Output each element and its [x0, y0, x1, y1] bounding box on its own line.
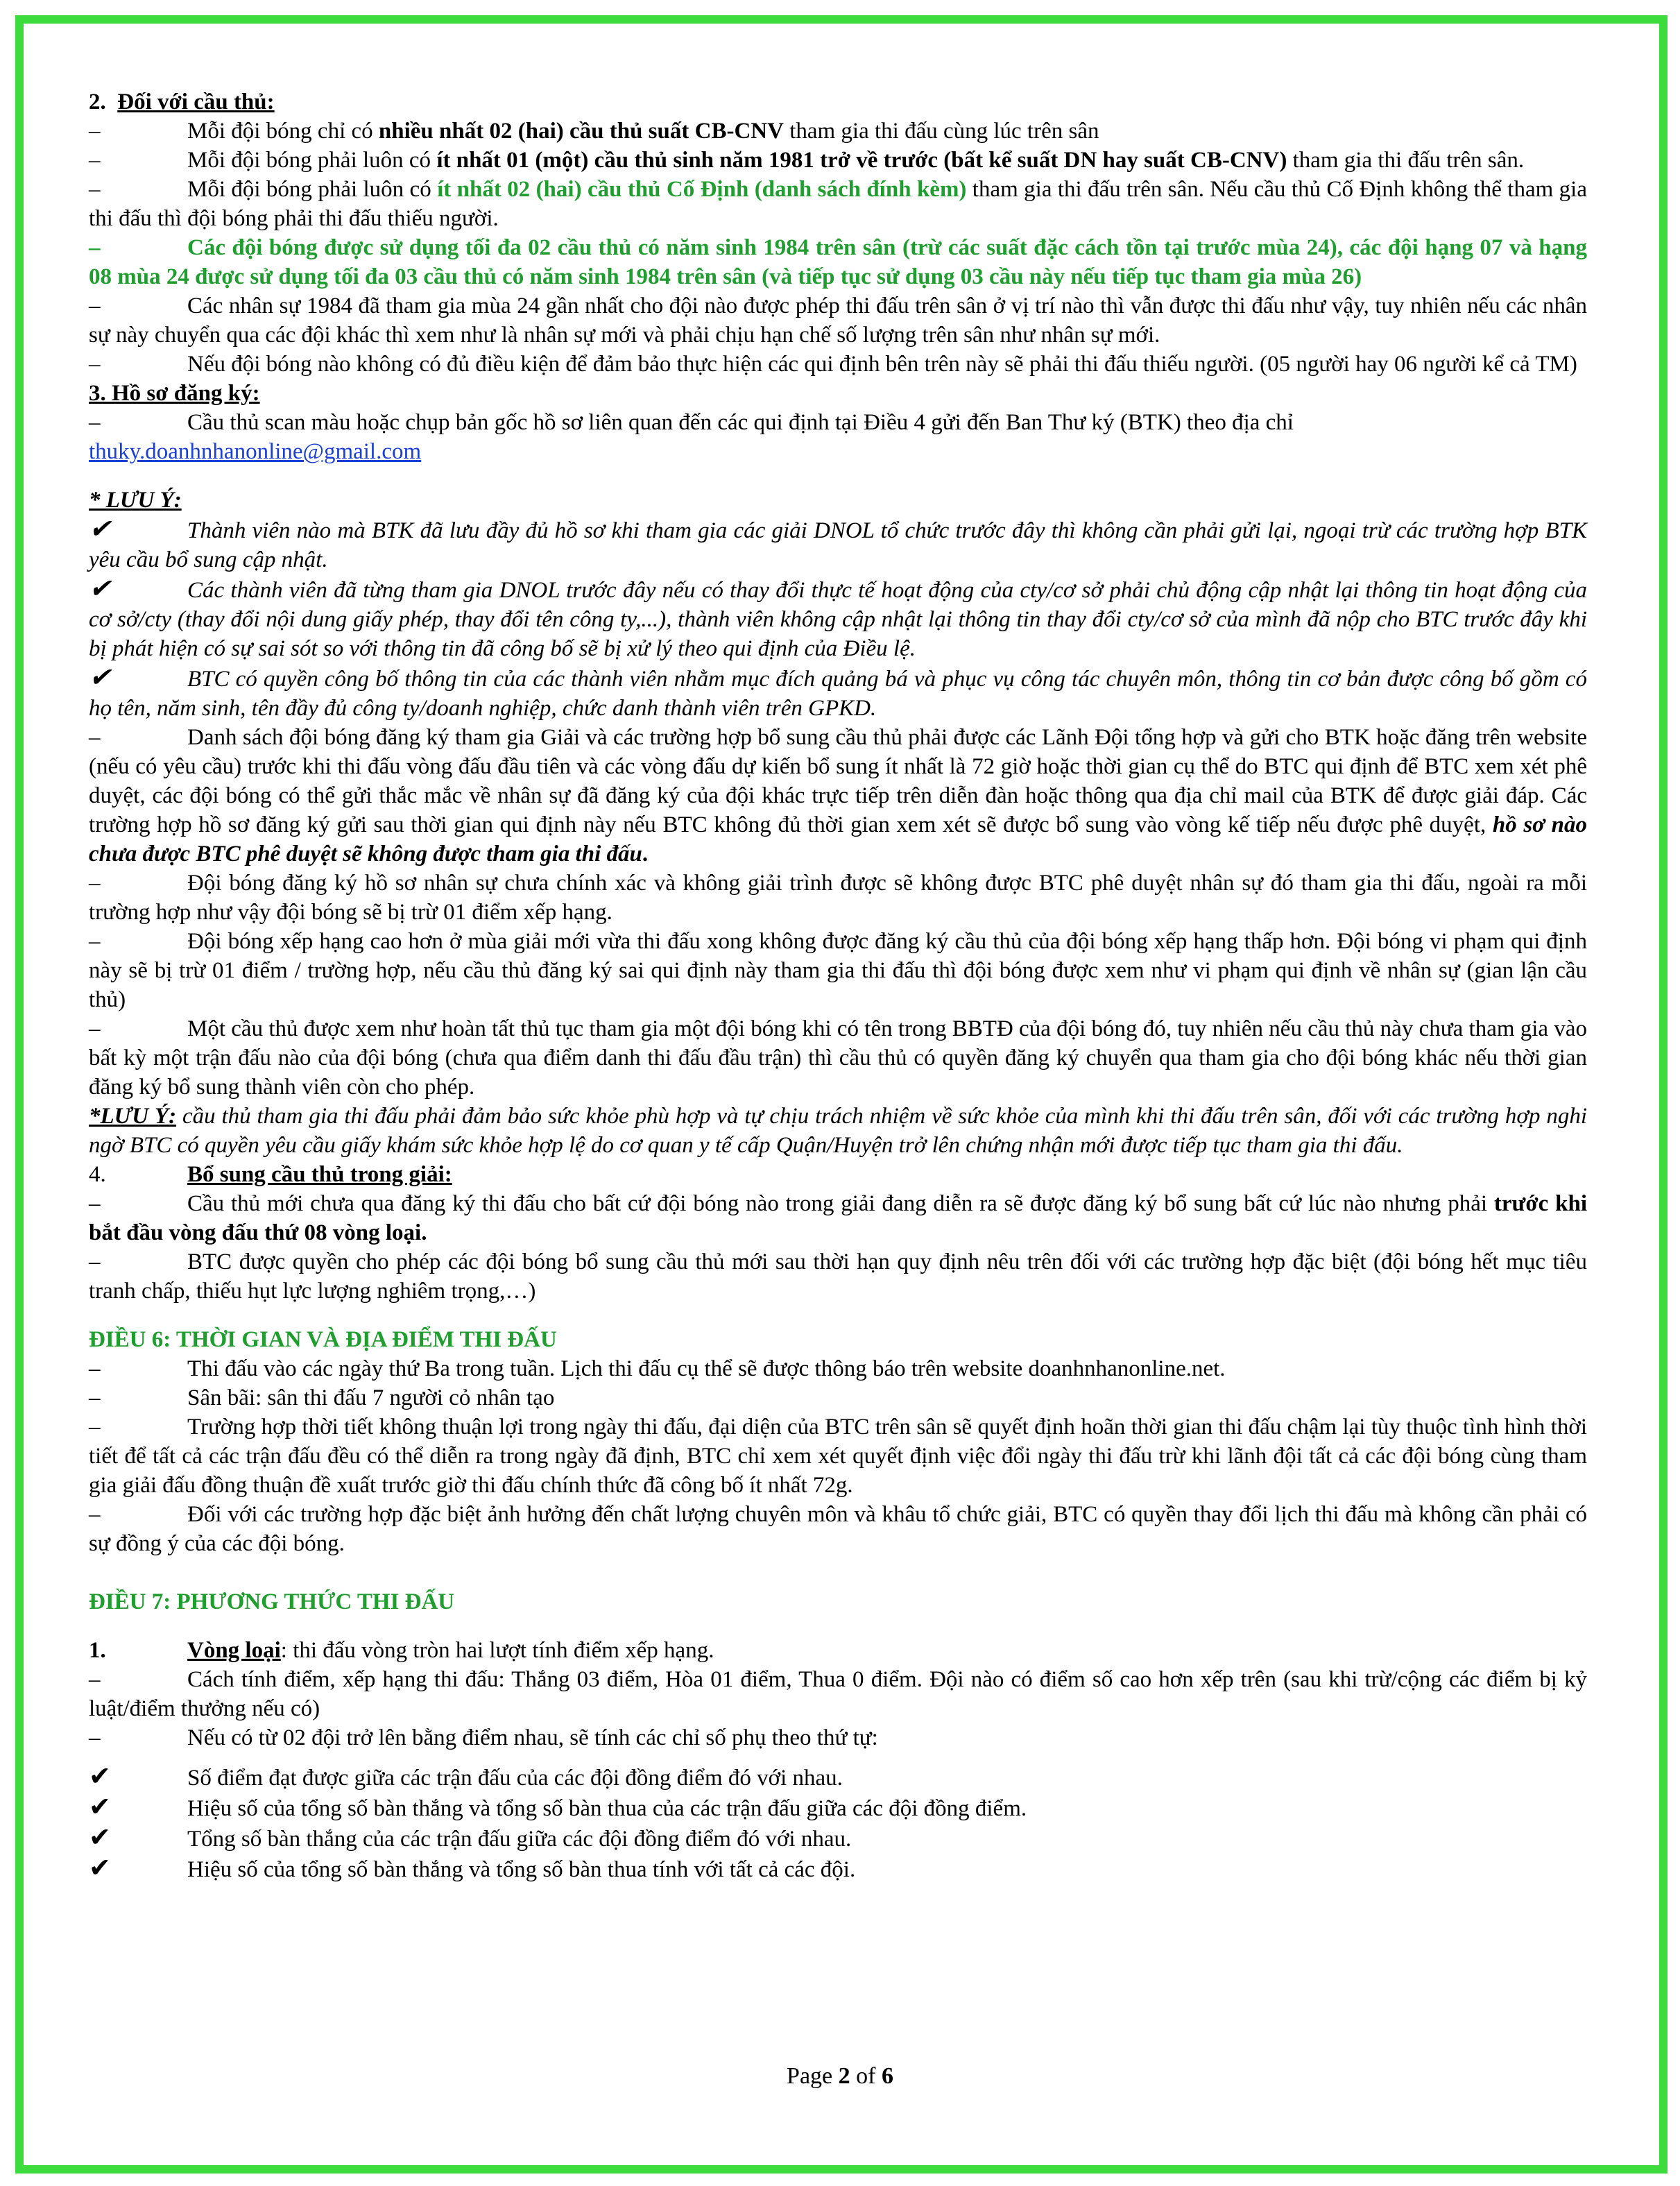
dash-bullet: –	[89, 293, 101, 318]
paragraph	[89, 1189, 1587, 1247]
bold-text: trước khi bắt đầu vòng đấu thứ 08 vòng loại.	[89, 1191, 1587, 1245]
check-item	[89, 574, 1587, 663]
dash-bullet: –	[89, 410, 101, 435]
section-number: 4.	[89, 1162, 106, 1187]
dash-bullet: –	[89, 148, 101, 173]
bold-text: ít nhất 01 (một) cầu thủ sinh năm 1981 trở về trước (bất kể suất DN hay suất CB-CNV)	[436, 148, 1287, 173]
paragraph	[89, 1014, 1587, 1102]
email-link[interactable]: thuky.doanhnhanonline@gmail.com	[89, 439, 422, 464]
section-title: Bổ sung cầu thủ trong giải:	[187, 1162, 452, 1187]
dash-bullet: –	[89, 871, 101, 896]
dash-bullet: –	[89, 1016, 101, 1041]
checkmark-icon: ✔	[89, 1762, 111, 1791]
text: Đội bóng xếp hạng cao hơn ở mùa giải mới vừa thi đấu xong không được đăng ký cầu thủ của đội bóng xếp hạng thấp hơn. Đội bóng vi phạm qui định này sẽ bị trừ 01 điểm / trường hợp, nếu cầu thủ đăng ký sai qui định này tham gia thi đấu thì đội bóng được xem như vi phạm qui định về nhân sự (gian lận cầu thủ)	[89, 929, 1587, 1012]
bold-italic-text: hồ sơ nào chưa được BTC phê duyệt sẽ không được tham gia thi đấu	[89, 812, 1587, 866]
dash-bullet: –	[89, 1415, 101, 1440]
text: tham gia thi đấu trên sân. Nếu cầu thủ Cố Định không thể tham gia thi đấu thì đội bóng phải thi đấu thiếu người.	[89, 177, 1587, 231]
text: Mỗi đội bóng chỉ có	[187, 119, 379, 144]
section-number: 1.	[89, 1638, 106, 1663]
text: Tổng số bàn thắng của các trận đấu giữa các đội đồng điểm đó với nhau.	[187, 1827, 852, 1852]
paragraph	[89, 869, 1587, 927]
paragraph	[89, 350, 1587, 379]
note-title: *LƯU Ý:	[89, 1104, 177, 1129]
text: Số điểm đạt được giữa các trận đấu của các đội đồng điểm đó với nhau.	[187, 1766, 843, 1791]
check-item	[89, 1823, 1587, 1854]
text: .	[642, 842, 649, 866]
paragraph	[89, 1412, 1587, 1500]
paragraph	[89, 1500, 1587, 1558]
text: Trường hợp thời tiết không thuận lợi trong ngày thi đấu, đại diện của BTC trên sân sẽ quyết định hoãn thời gian thi đấu chậm lại tùy thuộc tình hình thời tiết để tất cả các trận đấu đều có thể diễn ra trong ngày đã định, BTC chỉ xem xét quyết định việc đổi ngày thi đấu trừ khi lãnh đội tất cả các đội bóng cùng tham gia giải đấu đồng thuận đề xuất trước giờ thi đấu chính thức đã công bố ít nhất 72g.	[89, 1415, 1587, 1498]
article-6-heading: ĐIỀU 6: THỜI GIAN VÀ ĐỊA ĐIỂM THI ĐẤU	[89, 1327, 557, 1352]
dash-bullet: –	[89, 235, 101, 260]
checkmark-icon: ✔	[89, 1793, 111, 1822]
page-footer	[0, 2063, 1680, 2090]
paragraph	[89, 1354, 1587, 1383]
text: Đối với các trường hợp đặc biệt ảnh hưởng đến chất lượng chuyên môn và khâu tổ chức giải, BTC có quyền thay đổi lịch thi đấu mà không cần phải có sự đồng ý của các đội bóng.	[89, 1502, 1587, 1556]
dash-bullet: –	[89, 725, 101, 750]
text: Thi đấu vào các ngày thứ Ba trong tuần. Lịch thi đấu cụ thể sẽ được thông báo trên website doanhnhanonline.net.	[187, 1356, 1226, 1381]
dash-bullet: –	[89, 929, 101, 954]
dash-bullet: –	[89, 1502, 101, 1527]
checkmark-icon: ✔	[89, 515, 111, 544]
paragraph	[89, 1665, 1587, 1723]
dash-bullet: –	[89, 1249, 101, 1274]
paragraph	[89, 117, 1587, 146]
text: tham gia thi đấu trên sân.	[1287, 148, 1525, 173]
text: Cầu thủ scan màu hoặc chụp bản gốc hồ sơ liên quan đến các qui định tại Điều 4 gửi đến Ban Thư ký (BTK) theo địa chỉ	[187, 410, 1294, 435]
health-note	[89, 1102, 1587, 1160]
text: Nếu đội bóng nào không có đủ điều kiện để đảm bảo thực hiện các qui định bên trên này sẽ phải thi đấu thiếu người. (05 người hay 06 người kể cả TM)	[187, 352, 1577, 377]
text: Đội bóng đăng ký hồ sơ nhân sự chưa chính xác và không giải trình được sẽ không được BTC phê duyệt nhân sự đó tham gia thi đấu, ngoài ra mỗi trường hợp như vậy đội bóng sẽ bị trừ 01 điểm xếp hạng.	[89, 871, 1587, 925]
page-total: 6	[881, 2063, 893, 2089]
text: BTC được quyền cho phép các đội bóng bổ sung cầu thủ mới sau thời hạn quy định nêu trên đối với các trường hợp đặc biệt (đội bóng hết mục tiêu tranh chấp, thiếu hụt lực lượng nghiêm trọng,…)	[89, 1249, 1587, 1304]
dash-bullet: –	[89, 177, 101, 202]
paragraph	[89, 291, 1587, 350]
page-of-label: of	[850, 2063, 882, 2089]
paragraph	[89, 723, 1587, 869]
check-item	[89, 515, 1587, 574]
check-item	[89, 1793, 1587, 1823]
text: Mỗi đội bóng phải luôn có	[187, 148, 437, 173]
text: Hiệu số của tổng số bàn thắng và tổng số bàn thua của các trận đấu giữa các đội đồng điểm.	[187, 1796, 1027, 1821]
text: : thi đấu vòng tròn hai lượt tính điểm xếp hạng.	[280, 1638, 714, 1663]
article-7-heading: ĐIỀU 7: PHƯƠNG THỨC THI ĐẤU	[89, 1589, 455, 1614]
section-heading: 2. Đối với cầu thủ:	[89, 89, 275, 114]
text: Mỗi đội bóng phải luôn có	[187, 177, 438, 202]
text: Nếu có từ 02 đội trở lên bằng điểm nhau, sẽ tính các chỉ số phụ theo thứ tự:	[187, 1725, 878, 1750]
section-title: Đối với cầu thủ:	[117, 89, 275, 114]
dash-bullet: –	[89, 1725, 101, 1750]
checkmark-icon: ✔	[89, 574, 111, 604]
text: Hiệu số của tổng số bàn thắng và tổng số bàn thua tính với tất cả các đội.	[187, 1857, 856, 1882]
green-bold-text: Các đội bóng được sử dụng tối đa 02 cầu thủ có năm sinh 1984 trên sân (trừ các suất đặc cách tồn tại trước mùa 24), các đội hạng 07 và hạng 08 mùa 24 được sử dụng tối đa 03 cầu thủ có năm sinh 1984 trên sân (và tiếp tục sử dụng 03 cầu này nếu tiếp tục tham gia mùa 26)	[89, 235, 1587, 289]
checkmark-icon: ✔	[89, 663, 111, 692]
dash-bullet: –	[89, 1191, 101, 1216]
checkmark-icon: ✔	[89, 1823, 111, 1852]
italic-text: Các thành viên đã từng tham gia DNOL trước đây nếu có thay đổi thực tế hoạt động của cty/cơ sở phải chủ động cập nhật lại thông tin hoạt động của cơ sở/cty (thay đổi nội dung giấy phép, thay đổi tên công ty,...), thành viên không cập nhật lại thông tin thay đổi cty/cơ sở của mình đã nộp cho BTC trước đây khi bị phát hiện có sự sai sót so với thông tin đã công bố sẽ bị xử lý theo qui định của Điều lệ.	[89, 578, 1587, 661]
text: Một cầu thủ được xem như hoàn tất thủ tục tham gia một đội bóng khi có tên trong BBTĐ của đội bóng đó, tuy nhiên nếu cầu thủ này chưa tham gia vào bất kỳ một trận đấu nào của đội bóng (chưa qua điểm danh thi đấu đầu trận) thì cầu thủ có quyền đăng ký chuyển qua tham gia cho đội bóng khác nếu thời gian đăng ký bổ sung thành viên còn cho phép.	[89, 1016, 1587, 1100]
text: tham gia thi đấu cùng lúc trên sân	[783, 119, 1099, 144]
section-title: 3. Hồ sơ đăng ký:	[89, 381, 260, 406]
dash-bullet: –	[89, 1385, 101, 1410]
text: Cách tính điểm, xếp hạng thi đấu: Thắng 03 điểm, Hòa 01 điểm, Thua 0 điểm. Đội nào có điểm số cao hơn xếp trên (sau khi trừ/cộng các điểm bị kỷ luật/điểm thưởng nếu có)	[89, 1667, 1587, 1721]
section-heading	[89, 1160, 1587, 1189]
check-item	[89, 1854, 1587, 1884]
text: Danh sách đội bóng đăng ký tham gia Giải và các trường hợp bổ sung cầu thủ phải được các Lãnh Đội tổng hợp và gửi cho BTK hoặc đăng trên website (nếu có yêu cầu) trước khi thi đấu vòng đấu đầu tiên và các vòng đấu dự kiến bổ sung ít nhất là 72 giờ hoặc thời gian cụ thể do BTC qui định để BTC xem xét phê duyệt, các đội bóng có thể gửi thắc mắc về nhân sự đã đăng ký của đội khác trực tiếp trên diễn đàn hoặc thông qua địa chỉ mail của BTK để được giải đáp. Các trường hợp hồ sơ đăng ký gửi sau thời gian qui định này nếu BTC không đủ thời gian xem xét sẽ được bổ sung vào vòng kế tiếp nếu được phê duyệt,	[89, 725, 1587, 837]
paragraph	[89, 1723, 1587, 1752]
bold-text: nhiều nhất 02 (hai) cầu thủ suất CB-CNV	[378, 119, 784, 144]
check-item	[89, 1762, 1587, 1793]
dash-bullet: –	[89, 119, 101, 144]
note-title: * LƯU Ý:	[89, 488, 182, 513]
paragraph	[89, 1247, 1587, 1306]
paragraph	[89, 175, 1587, 233]
document-body	[89, 87, 1587, 1884]
subsection-heading	[89, 1636, 1587, 1665]
green-bold-text: ít nhất 02 (hai) cầu thủ Cố Định (danh sách đính kèm)	[437, 177, 967, 202]
checkmark-icon: ✔	[89, 1854, 111, 1883]
subsection-title: Vòng loại	[187, 1638, 281, 1663]
italic-text: BTC có quyền công bố thông tin của các thành viên nhằm mục đích quảng bá và phục vụ công tác chuyên môn, thông tin cơ bản được công bố gồm có họ tên, năm sinh, tên đầy đủ công ty/doanh nghiệp, chức danh thành viên trên GPKD.	[89, 667, 1587, 721]
paragraph	[89, 1383, 1587, 1412]
dash-bullet: –	[89, 352, 101, 377]
paragraph-green	[89, 233, 1587, 291]
text: Cầu thủ mới chưa qua đăng ký thi đấu cho bất cứ đội bóng nào trong giải đang diễn ra sẽ được đăng ký bổ sung bất cứ lúc nào nhưng phải	[187, 1191, 1494, 1216]
text: Sân bãi: sân thi đấu 7 người cỏ nhân tạo	[187, 1385, 555, 1410]
dash-bullet: –	[89, 1667, 101, 1692]
dash-bullet: –	[89, 1356, 101, 1381]
paragraph	[89, 927, 1587, 1014]
italic-text: cầu thủ tham gia thi đấu phải đảm bảo sức khỏe phù hợp và tự chịu trách nhiệm về sức khỏe của mình khi thi đấu trên sân, đối với các trường hợp nghi ngờ BTC có quyền yêu cầu giấy khám sức khỏe hợp lệ do cơ quan y tế cấp Quận/Huyện trở lên chứng nhận mới được tiếp tục tham gia thi đấu.	[89, 1104, 1587, 1158]
page-label: Page	[787, 2063, 839, 2089]
paragraph	[89, 408, 1587, 466]
text: Các nhân sự 1984 đã tham gia mùa 24 gần nhất cho đội nào được phép thi đấu trên sân ở vị trí nào thì vẫn được thi đấu như vậy, tuy nhiên nếu các nhân sự này chuyển qua các đội khác thì xem như là nhân sự mới và phải chịu hạn chế số lượng trên sân như nhân sự mới.	[89, 293, 1587, 348]
page-number: 2	[838, 2063, 850, 2089]
paragraph	[89, 146, 1587, 175]
italic-text: Thành viên nào mà BTK đã lưu đầy đủ hồ sơ khi tham gia các giải DNOL tổ chức trước đây thì không cần phải gửi lại, ngoại trừ các trường hợp BTK yêu cầu bổ sung cập nhật.	[89, 518, 1587, 572]
check-item	[89, 663, 1587, 723]
